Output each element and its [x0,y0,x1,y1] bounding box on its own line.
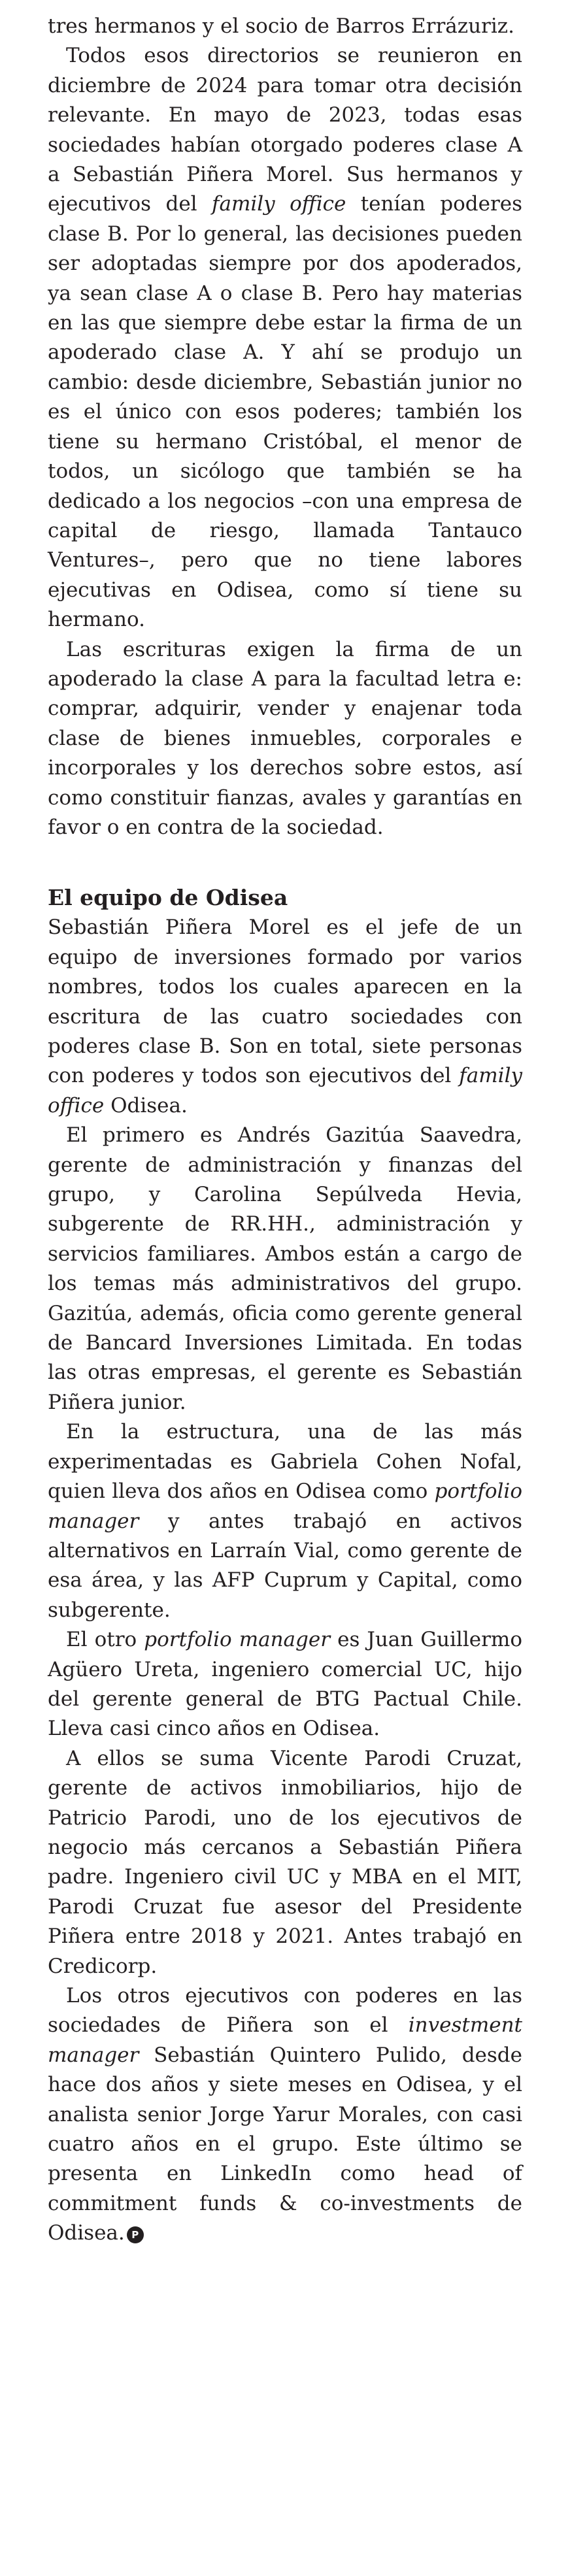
paragraph-otros-italic: investment manager [48,2013,522,2067]
section-subheading: El equipo de Odisea [48,885,288,911]
intro-fragment [48,12,522,41]
paragraph-directorios-text-1: Todos esos directorios se reunieron en diciembre de 2024 para tomar otra decisión relevante. En mayo de 2023, todas esas sociedades habían otorgado poderes clase A a Sebastián Piñera Morel. Sus hermanos y ejecutivos del [48,44,522,216]
paragraph-escrituras-text: Las escrituras exigen la firma de un apoderado la clase A para la facultad letra e: comprar, adquirir, vender y enajenar toda clase de bienes inmuebles, corporales e incorporales y los derechos sobre estos, así como constituir fianzas, avales y garantías en favor o en contra de la sociedad. [48,637,522,839]
paragraph-cohen-text-2: y antes trabajó en activos alternativos en Larraín Vial, como gerente de esa área, y las AFP Cuprum y Capital, como subgerente. [48,1509,522,1622]
end-of-article-icon: P [127,2226,144,2243]
paragraph-gazitua [48,1121,522,1417]
paragraph-equipo [48,913,522,1121]
paragraph-equipo-text-2: Odisea. [104,1093,188,1117]
paragraph-cohen [48,1417,522,1625]
paragraph-aguero [48,1625,522,1744]
paragraph-otros [48,1981,522,2249]
paragraph-directorios-text-2: tenían poderes clase B. Por lo general, las decisiones pueden ser adoptadas siempre por dos apoderados, ya sean clase A o clase B. Pero hay materias en las que siempre debe estar la firma de un apoderado clase A. Y ahí se produjo un cambio: desde diciembre, Sebastián junior no es el único con esos poderes; también los tiene su hermano Cristóbal, el menor de todos, un sicólogo que también se ha dedicado a los negocios –con una empresa de capital de riesgo, llamada Tantauco Ventures–, pero que no tiene labores ejecutivas en Odisea, como sí tiene su hermano. [48,192,523,632]
paragraph-cohen-text-1: En la estructura, una de las más experimentadas es Gabriela Cohen Nofal, quien lleva dos años en Odisea como [48,1420,522,1504]
paragraph-cohen-italic: portfolio manager [48,1479,522,1533]
paragraph-otros-text-2: Sebastián Quintero Pulido, desde hace dos años y siete meses en Odisea, y el analista senior Jorge Yarur Morales, con casi cuatro años en el grupo. Este último se presenta en LinkedIn como head of commitment funds & co-investments de Odisea. [48,2043,522,2245]
paragraph-aguero-italic: portfolio manager [144,1628,331,1652]
paragraph-parodi-text: A ellos se suma Vicente Parodi Cruzat, gerente de activos inmobiliarios, hijo de Patricio Parodi, uno de los ejecutivos de negocio más cercanos a Sebastián Piñera padre. Ingeniero civil UC y MBA en el MIT, Parodi Cruzat fue asesor del Presidente Piñera entre 2018 y 2021. Antes trabajó en Credicorp. [48,1746,522,1978]
paragraph-escrituras [48,635,522,843]
paragraph-directorios [48,41,522,635]
paragraph-otros-text-1: Los otros ejecutivos con poderes en las sociedades de Piñera son el [48,1984,522,2038]
article-column [48,12,522,2249]
paragraph-gazitua-text: El primero es Andrés Gazitúa Saavedra, gerente de administración y finanzas del grupo, y Carolina Sepúlveda Hevia, subgerente de RR.HH., administración y servicios familiares. Ambos están a cargo de los temas más administrativos del grupo. Gazitúa, además, oficia como gerente general de Bancard Inversiones Limitada. En todas las otras empresas, el gerente es Sebastián Piñera junior. [48,1123,522,1414]
paragraph-equipo-italic: family office [48,1064,522,1117]
paragraph-equipo-text-1: Sebastián Piñera Morel es el jefe de un equipo de inversiones formado por varios nombres, todos los cuales aparecen en la escritura de las cuatro sociedades con poderes clase B. Son en total, siete personas con poderes y todos son ejecutivos del [48,916,522,1088]
paragraph-aguero-text-2: es Juan Guillermo Agüero Ureta, ingeniero comercial UC, hijo del gerente general de BTG Pactual Chile. Lleva casi cinco años en Odisea. [48,1628,522,1741]
paragraph-parodi [48,1744,522,1981]
intro-fragment-text: tres hermanos y el socio de Barros Errázuriz. [48,14,514,38]
paragraph-directorios-italic: family office [211,192,346,216]
paragraph-aguero-text-1: El otro [66,1628,144,1652]
